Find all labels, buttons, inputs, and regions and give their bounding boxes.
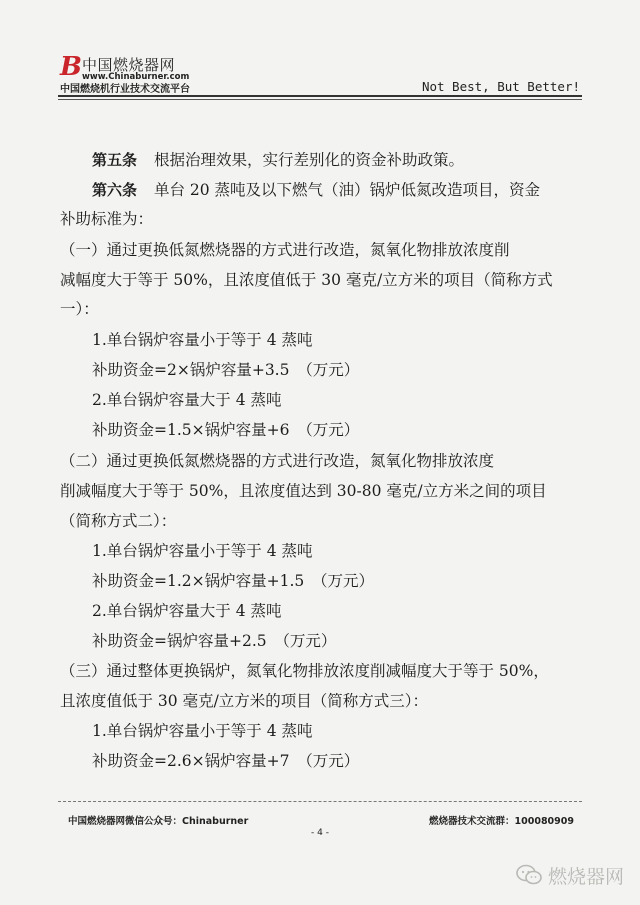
footer-rule [58,801,582,802]
header-rule [58,95,582,97]
logo-b-mark: B [60,52,82,82]
method-3-case-a: 1.单台锅炉容量小于等于 4 蒸吨 [92,722,313,740]
method-2-line-3: （简称方式二）： [60,512,177,530]
method-1-formula-a: 补助资金=2×锅炉容量+3.5 （万元） [92,361,360,379]
article-5-text: 根据治理效果，实行差别化的资金补助政策。 [153,151,464,169]
article-6-continuation: 补助标准为： [60,210,154,228]
header-motto: Not Best, But Better! [421,79,580,94]
method-2-formula-b: 补助资金=锅炉容量+2.5 （万元） [92,632,337,650]
method-3-line-1: （三）通过整体更换锅炉，氮氧化物排放浓度削减幅度大于等于 50%， [60,662,549,680]
article-6 [92,180,540,200]
method-2-formula-a: 补助资金=1.2×锅炉容量+1.5 （万元） [92,572,375,590]
logo-url: www.Chinaburner.com [82,72,190,82]
page-number: - 4 - [311,828,329,838]
header-rule-thin [58,99,582,100]
method-3-line-2: 且浓度值低于 30 毫克/立方米的项目（简称方式三）： [60,692,429,710]
method-2-line-1: （二）通过更换低氮燃烧器的方式进行改造，氮氧化物排放浓度 [60,452,495,470]
article-5 [92,150,464,170]
method-2-case-b: 2.单台锅炉容量大于 4 蒸吨 [92,602,282,620]
wechat-icon [516,864,542,886]
method-1-line-1: （一）通过更换低氮燃烧器的方式进行改造，氮氧化物排放浓度削 [60,241,510,259]
method-3-formula-a: 补助资金=2.6×锅炉容量+7 （万元） [92,752,360,770]
article-5-label: 第五条 [92,151,138,169]
method-1-line-3: 一）： [60,300,99,318]
header-tagline: 中国燃烧机行业技术交流平台 [60,84,190,95]
method-1-case-a: 1.单台锅炉容量小于等于 4 蒸吨 [92,331,313,349]
method-2-case-a: 1.单台锅炉容量小于等于 4 蒸吨 [92,542,313,560]
method-1-line-2: 减幅度大于等于 50%，且浓度值低于 30 毫克/立方米的项目（简称方式 [60,271,553,289]
footer-wechat-account: 中国燃烧器网微信公众号：Chinaburner [68,816,249,827]
watermark-text: 燃烧器网 [547,865,624,888]
method-1-case-b: 2.单台锅炉容量大于 4 蒸吨 [92,391,282,409]
article-6-label: 第六条 [92,181,138,199]
wechat-watermark [516,862,624,888]
article-6-text: 单台 20 蒸吨及以下燃气（油）锅炉低氮改造项目，资金 [153,181,541,199]
footer-qq-group: 燃烧器技术交流群：100080909 [429,816,574,827]
logo-site-name: 中国燃烧器网 [82,56,176,74]
method-1-formula-b: 补助资金=1.5×锅炉容量+6 （万元） [92,421,360,439]
method-2-line-2: 削减幅度大于等于 50%，且浓度值达到 30-80 毫克/立方米之间的项目 [60,482,547,500]
